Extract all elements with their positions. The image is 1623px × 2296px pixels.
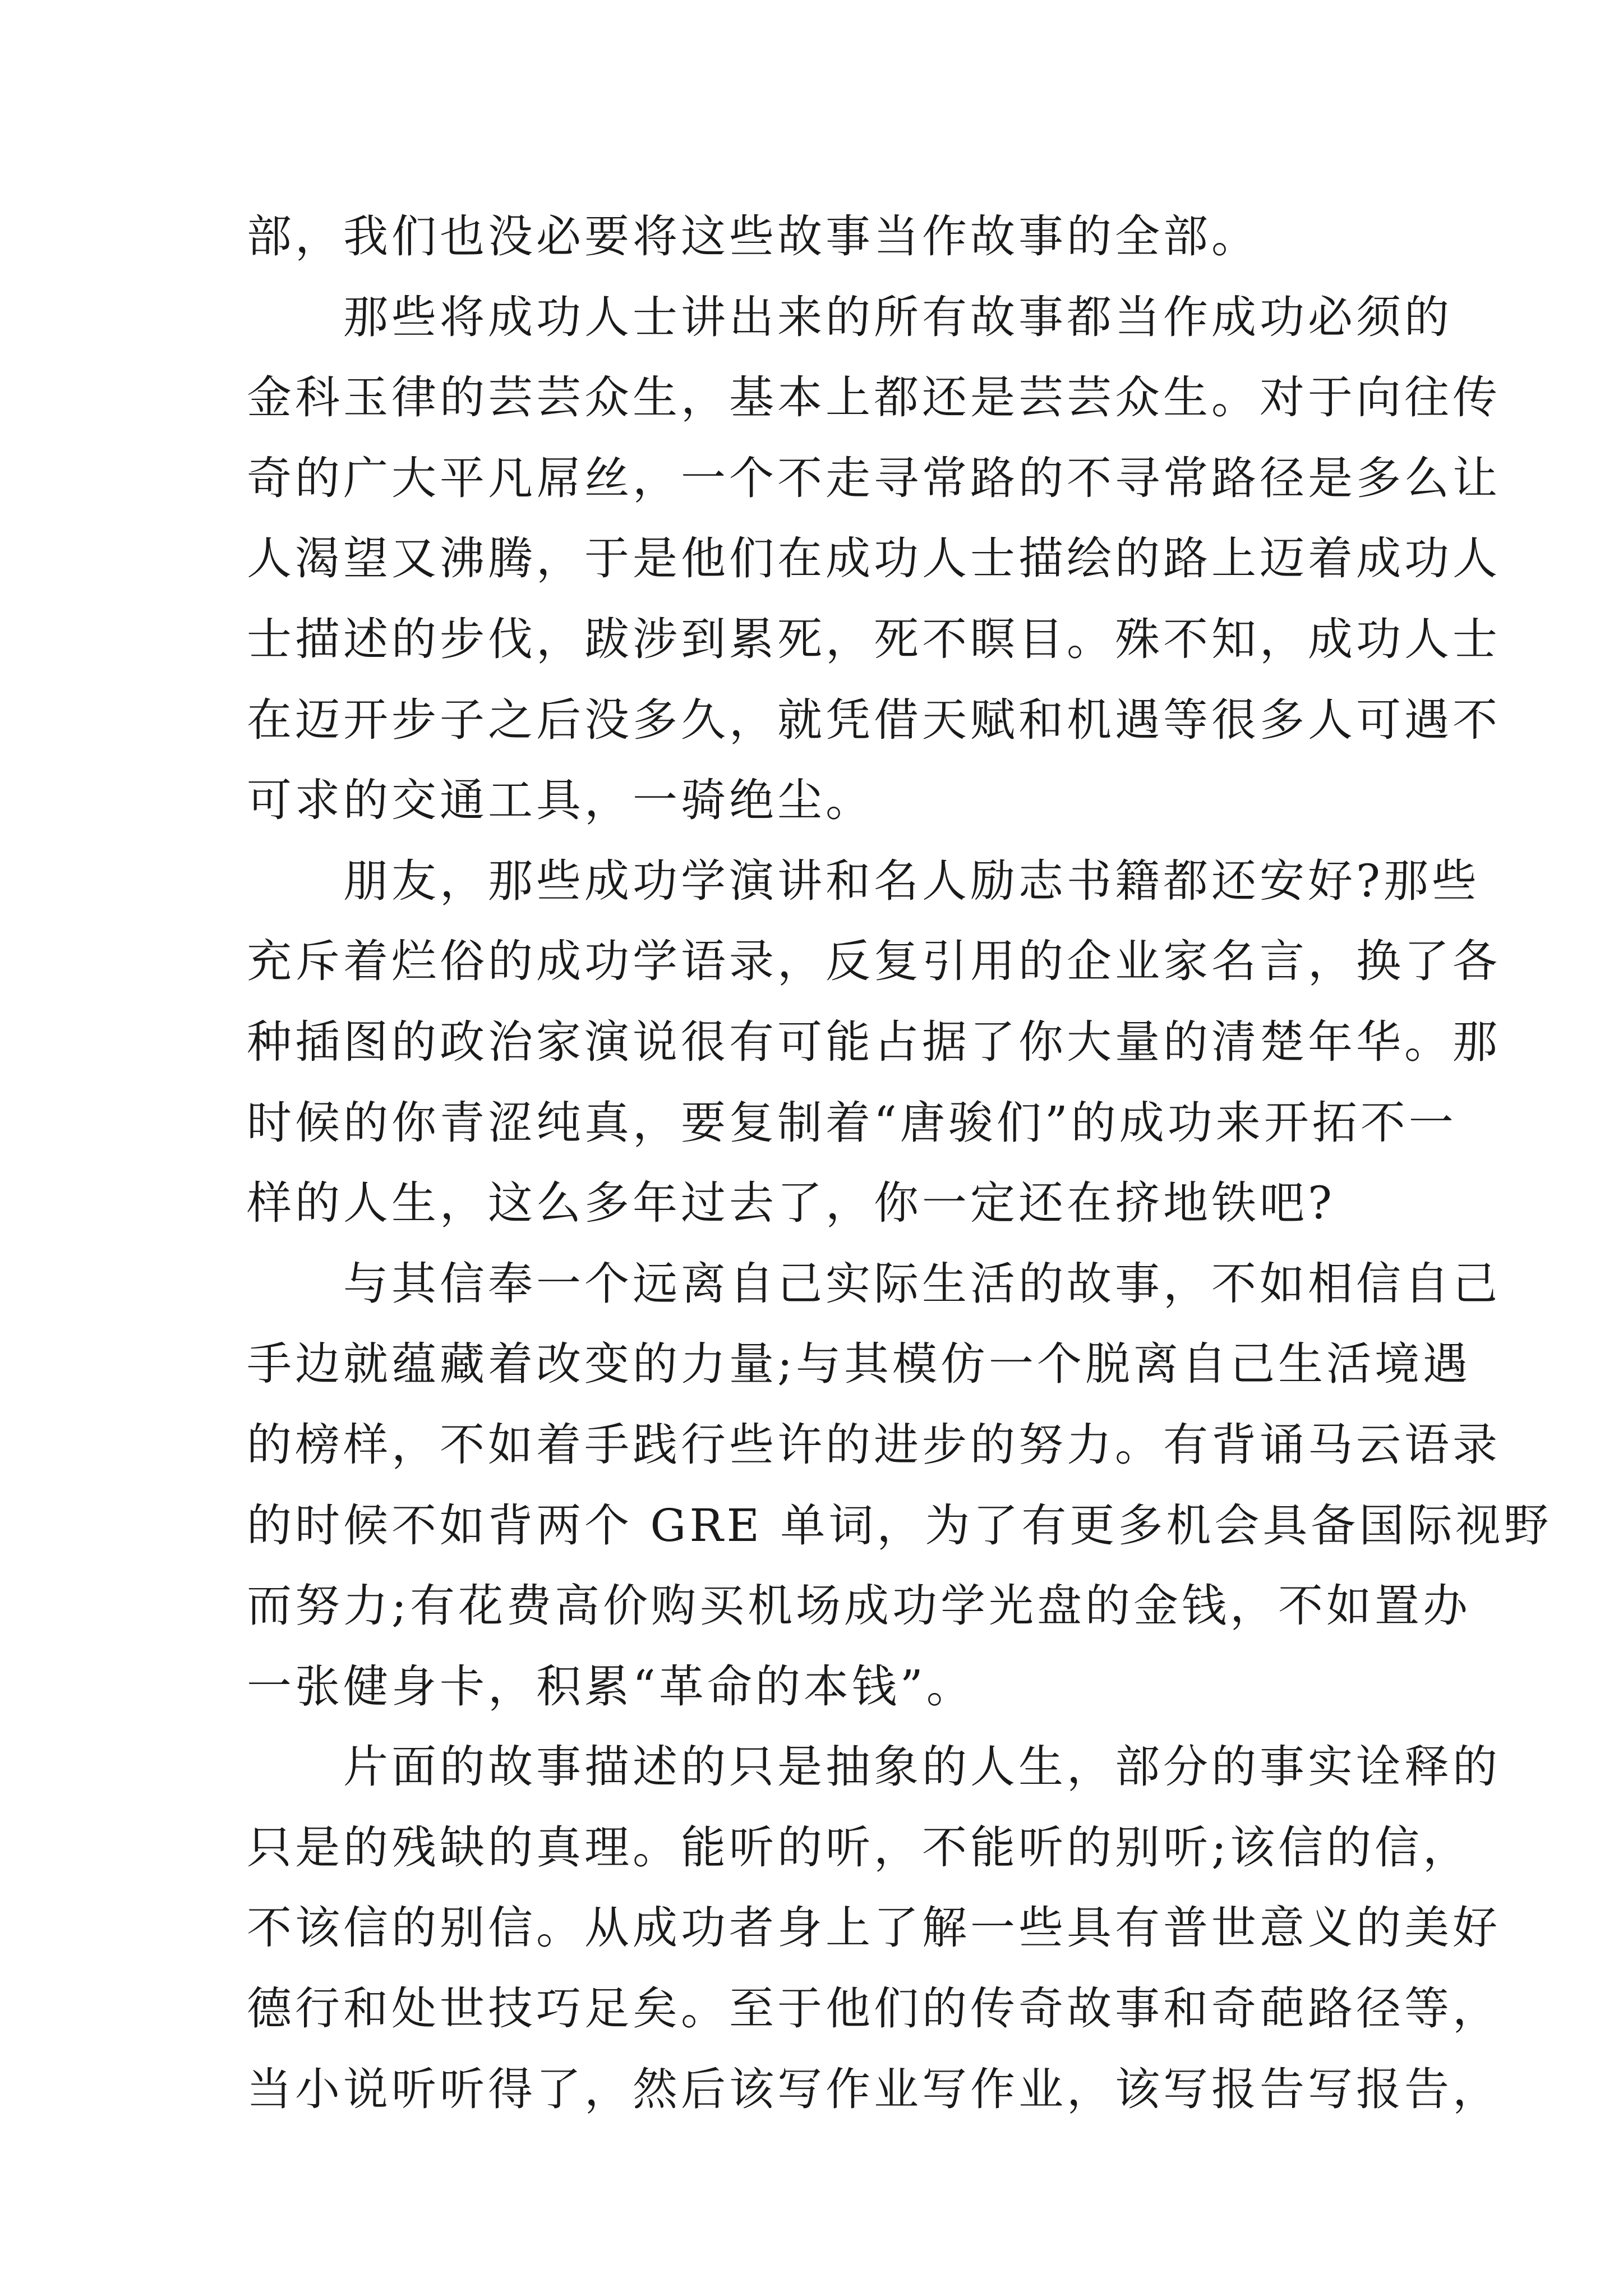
text-line: 部，我们也没必要将这些故事当作故事的全部。 [247,210,1260,263]
text-line: 金科玉律的芸芸众生，基本上都还是芸芸众生。对于向往传 [247,371,1501,424]
text-line: 时候的你青涩纯真，要复制着“唐骏们”的成功来开拓不一 [247,1096,1457,1149]
text-line: 德行和处世技巧足矣。至于他们的传奇故事和奇葩路径等， [247,1982,1501,2035]
text-line: 充斥着烂俗的成功学语录，反复引用的企业家名言，换了各 [247,935,1501,988]
text-line: 奇的广大平凡屌丝，一个不走寻常路的不寻常路径是多么让 [247,452,1501,504]
text-line: 不该信的别信。从成功者身上了解一些具有普世意义的美好 [247,1902,1501,1954]
text-line: 可求的交通工具，一骑绝尘。 [247,774,874,827]
text-line: 样的人生，这么多年过去了，你一定还在挤地铁吧? [247,1177,1335,1230]
text-line: 朋友，那些成功学演讲和名人励志书籍都还安好?那些 [247,854,1480,907]
text-line: 那些将成功人士讲出来的所有故事都当作成功必须的 [247,291,1453,343]
text-line: 士描述的步伐，跋涉到累死，死不瞑目。殊不知，成功人士 [247,613,1501,665]
text-line: 的时候不如背两个 GRE 单词，为了有更多机会具备国际视野 [247,1499,1552,1552]
text-line: 而努力;有花费高价购买机场成功学光盘的金钱，不如置办 [247,1580,1471,1632]
text-line: 手边就蕴藏着改变的力量;与其模仿一个脱离自己生活境遇 [247,1338,1471,1391]
text-line: 种插图的政治家演说很有可能占据了你大量的清楚年华。那 [247,1015,1501,1068]
text-line: 在迈开步子之后没多久，就凭借天赋和机遇等很多人可遇不 [247,693,1501,746]
text-line: 只是的残缺的真理。能听的听，不能听的别听;该信的信， [247,1821,1471,1874]
text-line: 的榜样，不如着手践行些许的进步的努力。有背诵马云语录 [247,1418,1501,1471]
text-line: 与其信奉一个远离自己实际生活的故事，不如相信自己 [247,1257,1501,1310]
text-line: 当小说听听得了，然后该写作业写作业，该写报告写报告， [247,2063,1501,2115]
text-line: 一张健身卡，积累“革命的本钱”。 [247,1660,975,1713]
text-line: 片面的故事描述的只是抽象的人生，部分的事实诠释的 [247,1741,1501,1793]
text-line: 人渴望又沸腾，于是他们在成功人士描绘的路上迈着成功人 [247,532,1501,585]
body-text [247,196,1552,2129]
